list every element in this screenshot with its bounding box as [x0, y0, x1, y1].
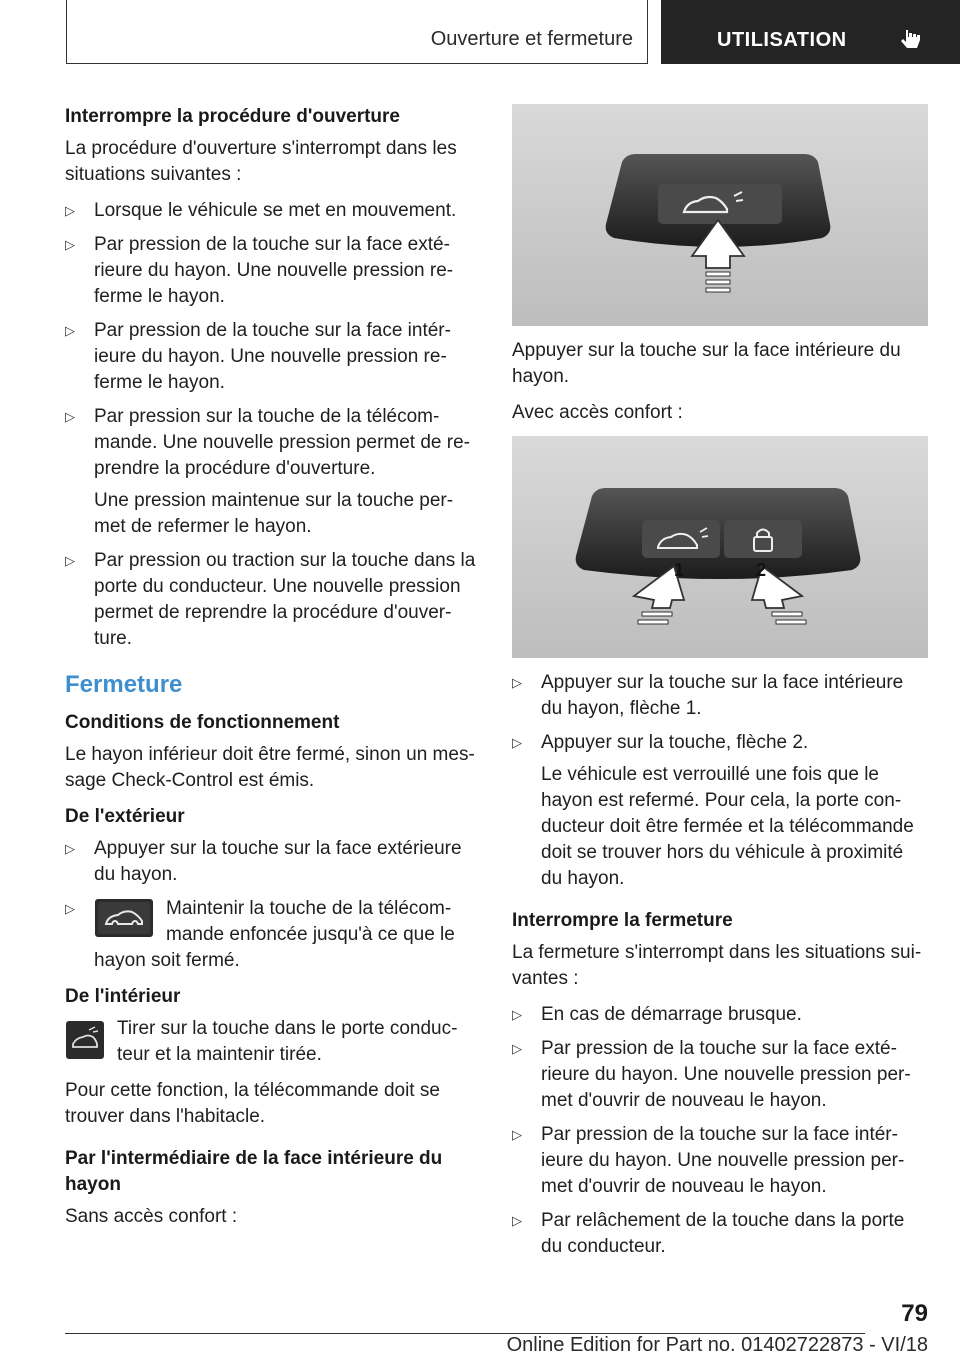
list-item: ▷ Par pression sur la touche de la télécommande. Une nouvelle pression permet de reprendre la procédure d'ouverture. Une pression maintenue sur la touche permet de refermer le hayon. — [65, 404, 477, 540]
list-item-note: Le véhicule est verrouillé une fois que le hayon est refermé. Pour cela, la porte conducteur doit être fermée et la télécommande doit se trouver hors du véhicule à proximité du hayon. — [541, 764, 914, 889]
list-item: ▷ Appuyer sur la touche sur la face intérieure du hayon, flèche 1. — [512, 672, 904, 719]
conditions-text: Le hayon inférieur doit être fermé, sinon un message Check-Control est émis. — [65, 744, 475, 791]
outside-heading: De l'extérieur — [65, 806, 185, 827]
via-interior-text: Sans accès confort : — [65, 1206, 238, 1227]
door-tailgate-button-icon — [65, 1020, 105, 1060]
list-item: ▷ Par pression ou traction sur la touche dans la porte du conducteur. Une nouvelle pression permet de reprendre la procédure d'ouverture. — [65, 550, 476, 649]
interrupt-closing-list — [512, 1002, 928, 1260]
bullet-triangle-icon: ▷ — [65, 237, 75, 252]
list-item: ▷ Par pression de la touche sur la face extérieure du hayon. Une nouvelle pression permet d'ouvrir de nouveau le hayon. — [512, 1038, 911, 1111]
interrupt-opening-intro: La procédure d'ouverture s'interrompt dans les situations suivantes : — [65, 138, 457, 185]
bullet-triangle-icon: ▷ — [512, 675, 522, 690]
photo1-caption: Appuyer sur la touche sur la face intérieure du hayon. — [512, 340, 901, 387]
bullet-triangle-icon: ▷ — [512, 1007, 522, 1022]
outside-list — [65, 836, 477, 974]
list-item-note: Une pression maintenue sur la touche permet de refermer le hayon. — [94, 490, 454, 537]
page-number: 79 — [901, 1300, 928, 1327]
tailgate-button-photo — [512, 104, 928, 326]
list-item: ▷ Par pression de la touche sur la face intérieure du hayon. Une nouvelle pression referme le hayon. — [65, 320, 451, 393]
bullet-triangle-icon: ▷ — [512, 1127, 522, 1142]
comfort-access-list — [512, 670, 928, 892]
via-interior-heading: Par l'intermédiaire de la face intérieure du hayon — [65, 1148, 443, 1195]
inside-instruction — [65, 1016, 477, 1078]
bullet-triangle-icon: ▷ — [65, 841, 75, 856]
chapter-title: UTILISATION — [717, 29, 847, 51]
bullet-triangle-icon: ▷ — [65, 323, 75, 338]
bullet-triangle-icon: ▷ — [65, 901, 75, 916]
list-item: ▷ Par pression de la touche sur la face extérieure du hayon. Une nouvelle pression referme le hayon. — [65, 234, 454, 307]
chapter-tab — [661, 0, 960, 64]
list-item: ▷ Par pression de la touche sur la face intérieure du hayon. Une nouvelle pression permet d'ouvrir de nouveau le hayon. — [512, 1124, 905, 1197]
section-tab — [66, 0, 648, 64]
comfort-access-label: Avec accès confort : — [512, 402, 683, 423]
interrupt-opening-list — [65, 198, 477, 652]
edition-note: Online Edition for Part no. 01402722873 - VI/18 — [506, 1334, 928, 1356]
list-item: ▷ Maintenir la touche de la télécommande enfoncée jusqu'à ce que le hayon soit fermé. — [65, 898, 455, 971]
arrow-label-2: 2 — [756, 560, 767, 580]
section-title: Ouverture et fermeture — [430, 28, 633, 50]
comfort-access-buttons-photo — [512, 436, 928, 658]
bullet-triangle-icon: ▷ — [65, 409, 75, 424]
interrupt-opening-heading: Interrompre la procédure d'ouverture — [65, 106, 400, 127]
inside-heading: De l'intérieur — [65, 986, 181, 1007]
arrow-label-1: 1 — [674, 560, 685, 580]
inside-note: Pour cette fonction, la télécommande doit se trouver dans l'habitacle. — [65, 1080, 440, 1127]
bullet-triangle-icon: ▷ — [65, 203, 75, 218]
conditions-heading: Conditions de fonctionnement — [65, 712, 340, 733]
inside-text: Tirer sur la touche dans le porte conducteur et la maintenir tirée. — [117, 1018, 458, 1065]
list-item: ▷ Par relâchement de la touche dans la porte du conducteur. — [512, 1210, 905, 1257]
list-item: ▷ Lorsque le véhicule se met en mouvement. — [65, 198, 477, 224]
bullet-triangle-icon: ▷ — [65, 553, 75, 568]
interrupt-closing-intro: La fermeture s'interrompt dans les situations suivantes : — [512, 942, 922, 989]
hand-pointer-icon — [897, 26, 925, 54]
interrupt-closing-heading: Interrompre la fermeture — [512, 910, 733, 931]
closing-heading: Fermeture — [65, 671, 183, 698]
list-item: ▷ En cas de démarrage brusque. — [512, 1002, 928, 1028]
remote-tailgate-button-icon — [94, 898, 154, 938]
page-header — [0, 0, 960, 66]
list-item: ▷ Appuyer sur la touche, flèche 2. Le véhicule est verrouillé une fois que le hayon est refermé. Pour cela, la porte conducteur doit être fermée et la télécommande doit se trouver hors du véhicule à proximité du hayon. — [512, 730, 928, 892]
list-item: ▷ Appuyer sur la touche sur la face extérieure du hayon. — [65, 838, 462, 885]
bullet-triangle-icon: ▷ — [512, 1041, 522, 1056]
right-column — [512, 104, 928, 1270]
bullet-triangle-icon: ▷ — [512, 1213, 522, 1228]
left-column — [65, 104, 477, 1240]
bullet-triangle-icon: ▷ — [512, 735, 522, 750]
